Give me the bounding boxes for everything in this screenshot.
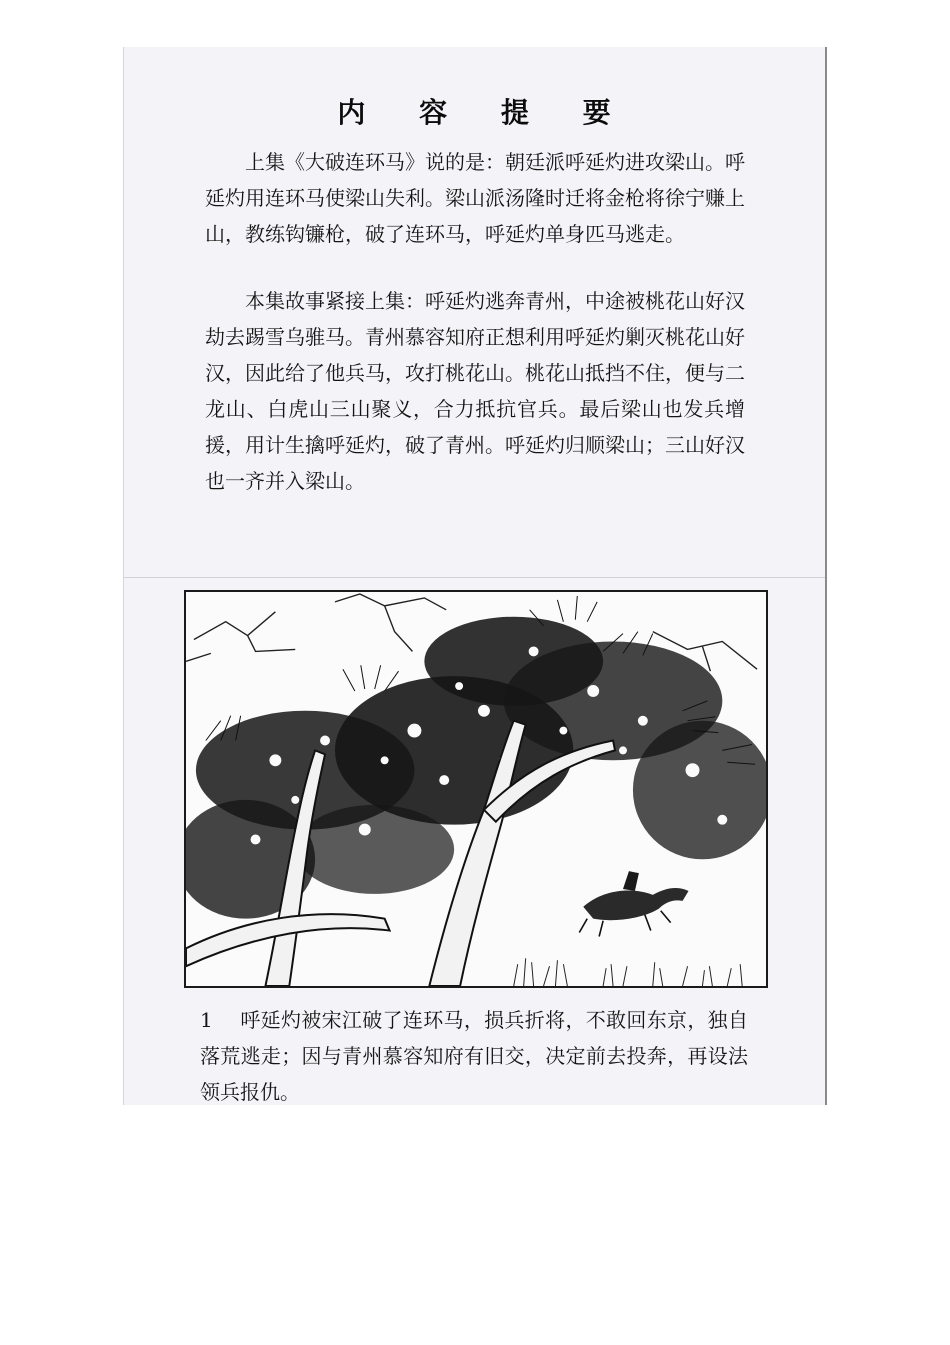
- panel-caption-text: 呼延灼被宋江破了连环马，损兵折将，不敢回东京，独自落荒逃走；因与青州慕容知府有旧交，决定前去投奔，再设法领兵报仇。: [200, 1008, 748, 1104]
- panel-number: 1: [200, 1008, 213, 1032]
- panel-caption: [200, 1002, 748, 1110]
- page-divider: [123, 577, 825, 578]
- scanned-page: [123, 47, 827, 1105]
- summary-paragraph-2: 本集故事紧接上集：呼延灼逃奔青州，中途被桃花山好汉劫去踢雪乌骓马。青州慕容知府正想利用呼延灼剿灭桃花山好汉，因此给了他兵马，攻打桃花山。桃花山抵挡不住，便与二龙山、白虎山三山聚义，合力抵抗官兵。最后梁山也发兵增援，用计生擒呼延灼，破了青州。呼延灼归顺梁山；三山好汉也一齐并入梁山。: [205, 289, 745, 493]
- summary-title: 内 容 提 要: [337, 96, 633, 129]
- summary-paragraph-1: 上集《大破连环马》说的是：朝廷派呼延灼进攻梁山。呼延灼用连环马使梁山失利。梁山派汤隆时迁将金枪将徐宁赚上山，教练钩镰枪，破了连环马，呼延灼单身匹马逃走。: [205, 150, 745, 246]
- panel-illustration: [184, 590, 768, 988]
- fleeing-rider: [579, 871, 688, 936]
- ground-grass: [514, 958, 742, 986]
- scan-edge: [123, 47, 124, 1105]
- summary-page: [123, 47, 825, 577]
- pine-forest-ink-drawing: [186, 592, 766, 986]
